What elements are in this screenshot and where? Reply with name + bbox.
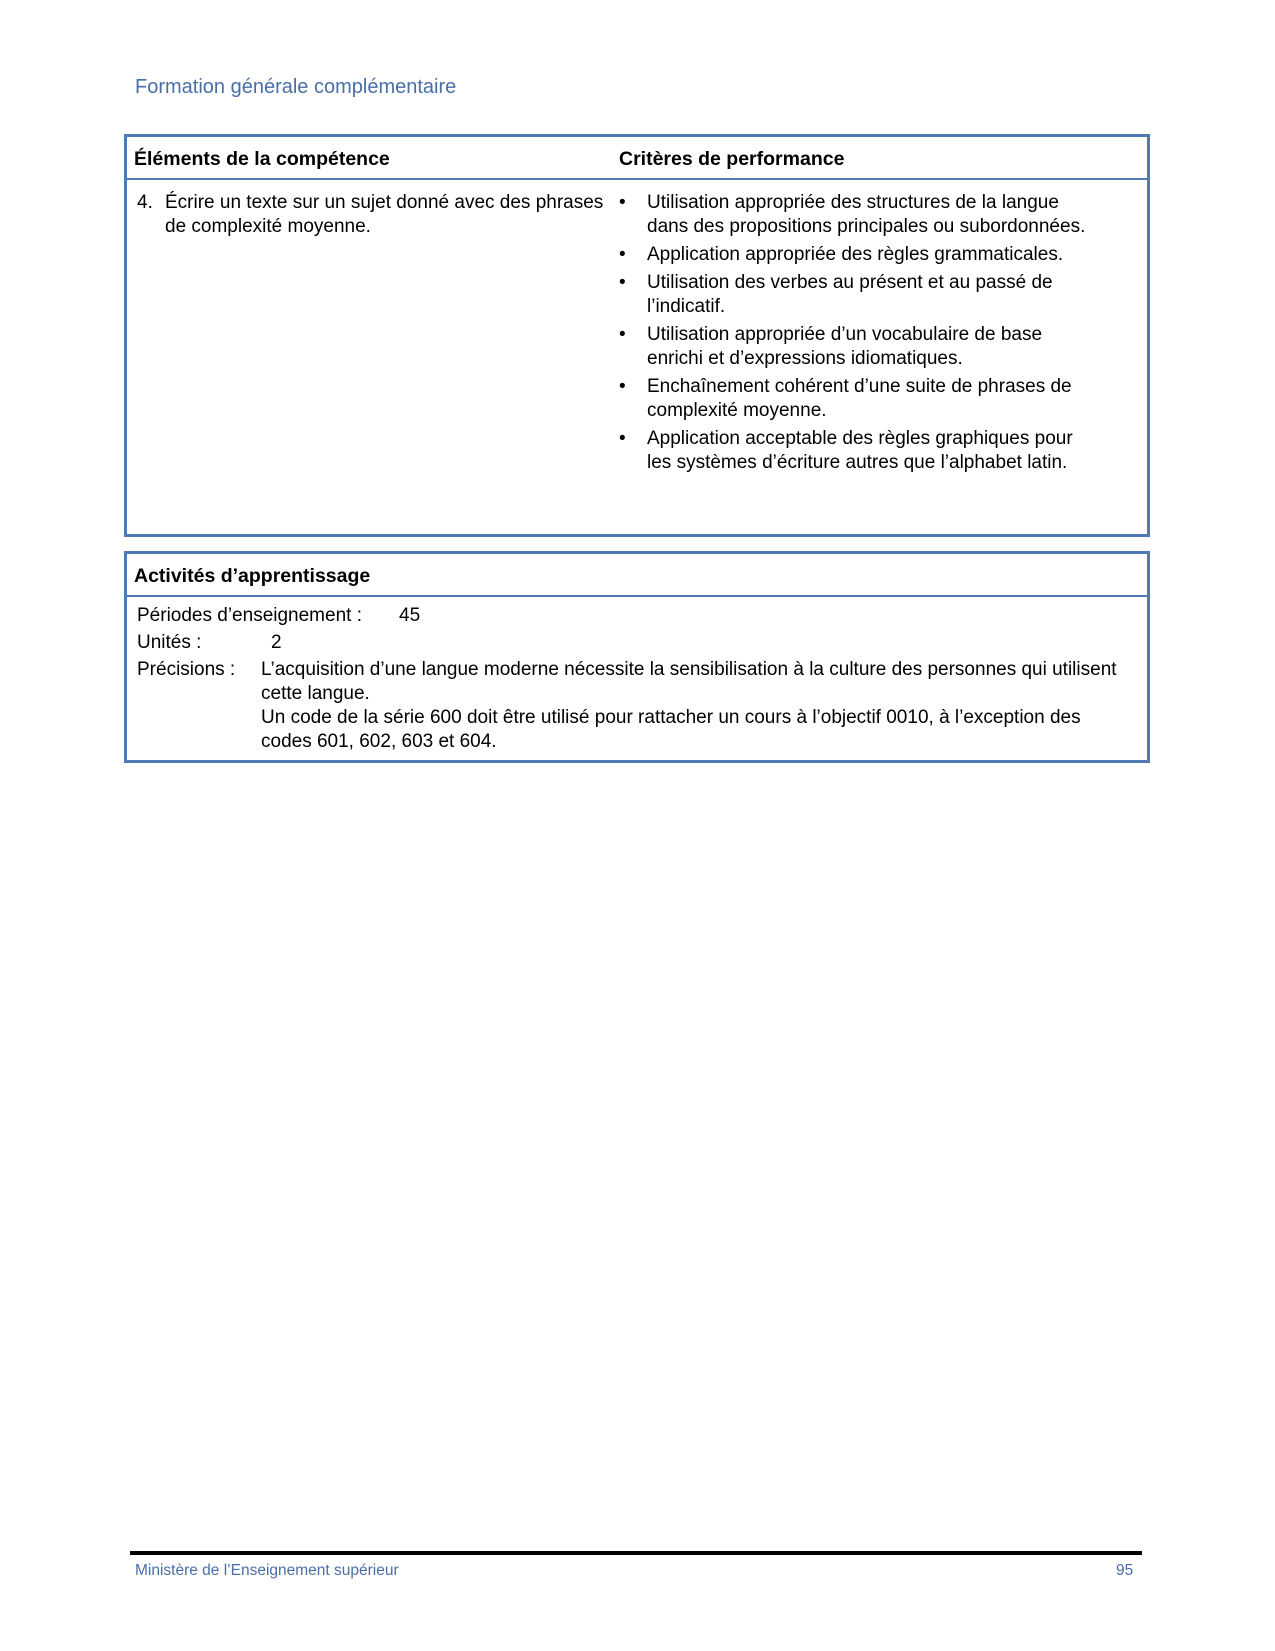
critere-text: Application acceptable des règles graphiques pour les systèmes d’écriture autres que l’alphabet latin. bbox=[647, 428, 1073, 473]
precisions-label: Précisions : bbox=[137, 659, 236, 680]
unites-row bbox=[137, 631, 282, 655]
precisions-paragraph-1: L’acquisition d’une langue moderne nécessite la sensibilisation à la culture des personnes qui utilisent cette langue. bbox=[261, 659, 1117, 704]
periodes-value: 45 bbox=[399, 605, 421, 626]
footer-ministry: Ministère de l’Enseignement supérieur bbox=[135, 1562, 399, 1579]
footer-divider bbox=[130, 1551, 1142, 1555]
critere-item bbox=[619, 191, 1089, 239]
critere-item bbox=[619, 271, 1089, 319]
critere-text: Utilisation appropriée d’un vocabulaire de base enrichi et d’expressions idiomatiques. bbox=[647, 324, 1043, 369]
competence-table bbox=[124, 134, 1150, 537]
page-number: 95 bbox=[1116, 1562, 1134, 1579]
page-header-title: Formation générale complémentaire bbox=[135, 76, 457, 98]
element-text: Écrire un texte sur un sujet donné avec des phrases de complexité moyenne. bbox=[165, 192, 604, 237]
activites-table-header bbox=[127, 554, 1147, 597]
element-number: 4. bbox=[137, 192, 153, 213]
bullet-icon: • bbox=[619, 376, 626, 397]
precisions-body bbox=[261, 658, 1131, 754]
precisions-paragraph-2: Un code de la série 600 doit être utilisé pour rattacher un cours à l’objectif 0010, à l’exception des codes 601, 602, 603 et 604. bbox=[261, 707, 1081, 752]
criteres-list bbox=[619, 191, 1089, 479]
periodes-label: Périodes d’enseignement : bbox=[137, 605, 362, 626]
critere-text: Enchaînement cohérent d’une suite de phrases de complexité moyenne. bbox=[647, 376, 1072, 421]
elements-heading: Éléments de la compétence bbox=[134, 148, 390, 170]
bullet-icon: • bbox=[619, 244, 626, 265]
activites-table bbox=[124, 551, 1150, 763]
critere-item bbox=[619, 375, 1089, 423]
critere-text: Utilisation appropriée des structures de la langue dans des propositions principales ou subordonnées. bbox=[647, 192, 1086, 237]
activites-heading: Activités d’apprentissage bbox=[134, 565, 371, 587]
periodes-row bbox=[137, 604, 421, 628]
critere-text: Utilisation des verbes au présent et au passé de l’indicatif. bbox=[647, 272, 1053, 317]
unites-label: Unités : bbox=[137, 632, 202, 653]
bullet-icon: • bbox=[619, 324, 626, 345]
competence-table-header bbox=[127, 137, 1147, 180]
unites-value: 2 bbox=[271, 632, 282, 653]
precisions-row bbox=[137, 658, 235, 682]
critere-text: Application appropriée des règles grammaticales. bbox=[647, 244, 1064, 265]
bullet-icon: • bbox=[619, 272, 626, 293]
critere-item bbox=[619, 323, 1089, 371]
critere-item bbox=[619, 427, 1089, 475]
bullet-icon: • bbox=[619, 428, 626, 449]
criteres-heading: Critères de performance bbox=[619, 148, 845, 170]
critere-item bbox=[619, 243, 1089, 267]
bullet-icon: • bbox=[619, 192, 626, 213]
